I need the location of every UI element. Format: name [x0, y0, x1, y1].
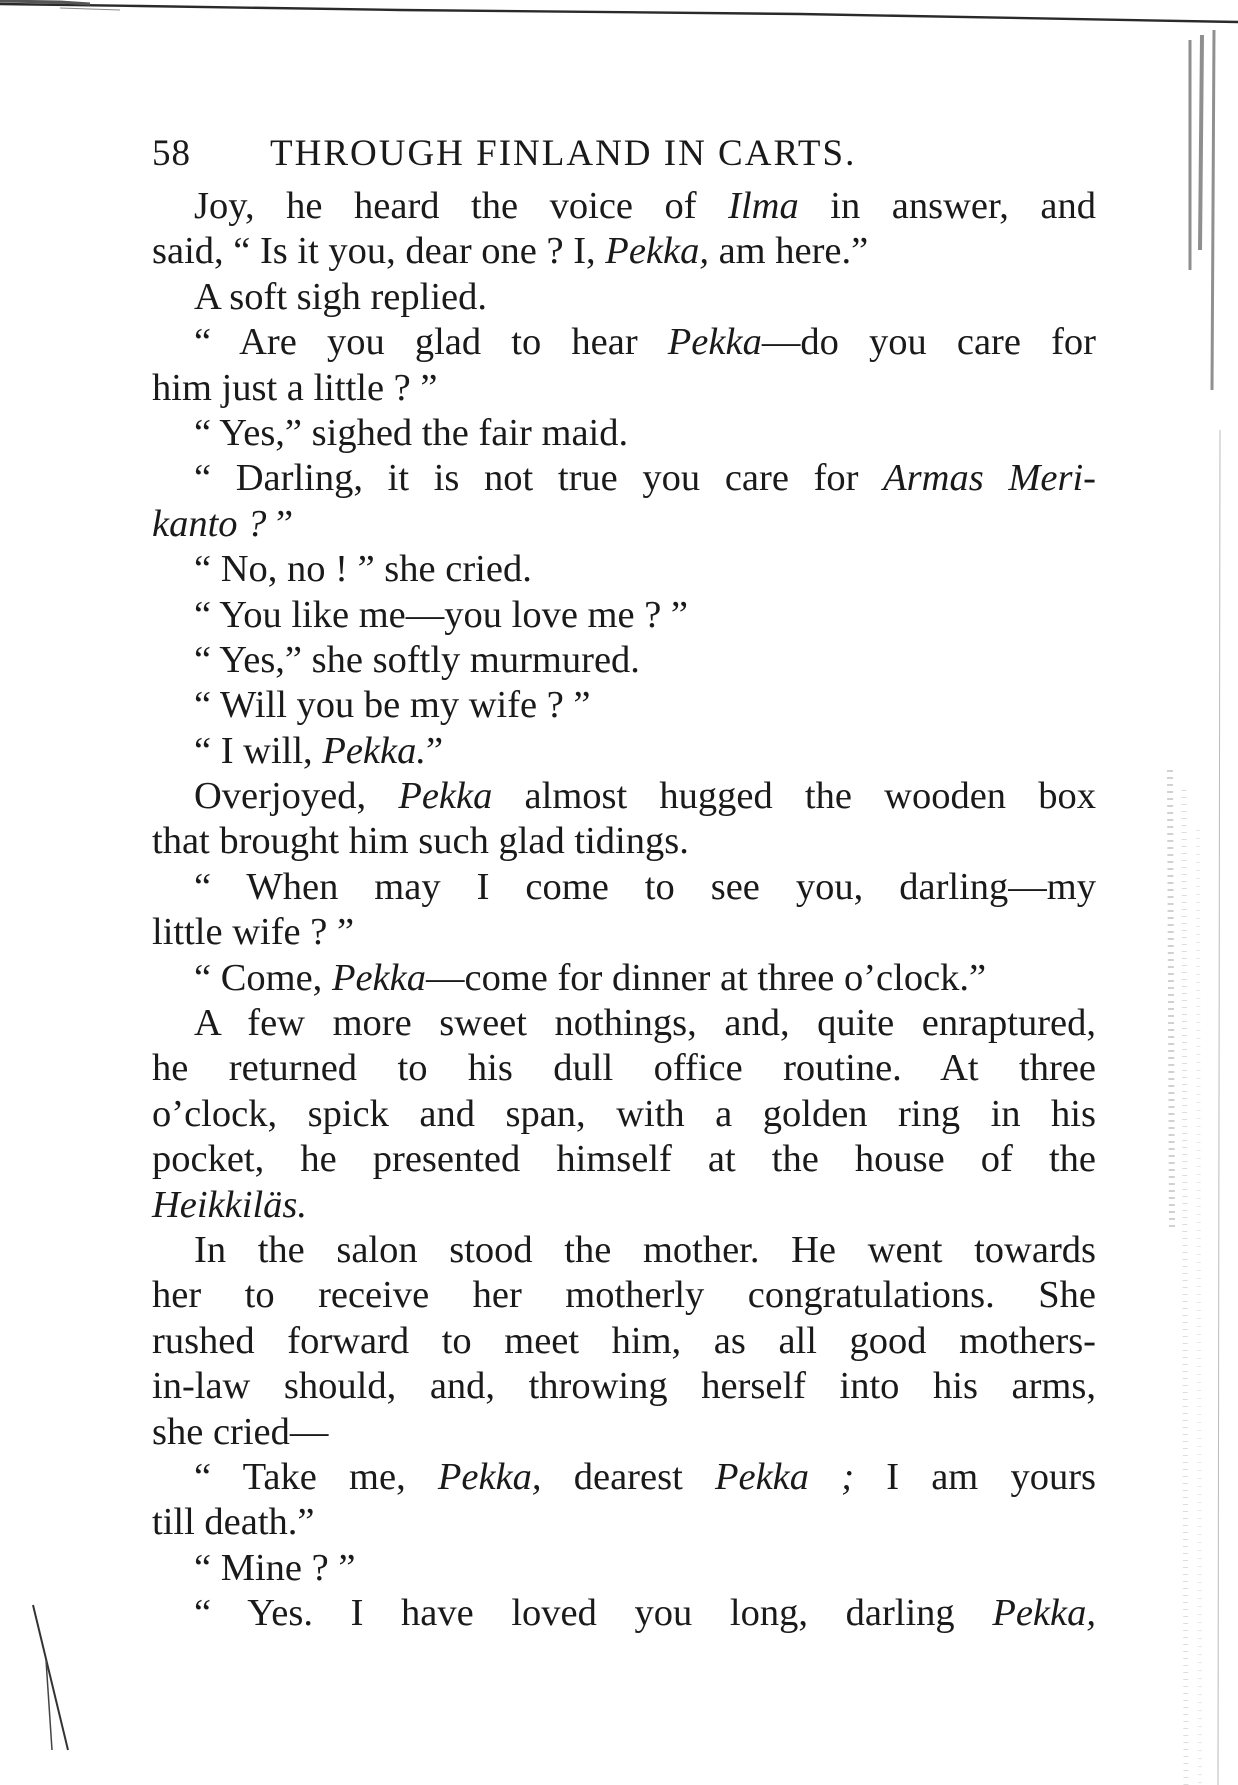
text-segment: “ I will, — [194, 729, 323, 772]
text-line — [152, 547, 1096, 592]
text-line — [152, 956, 1096, 1001]
text-line — [152, 456, 1096, 501]
text-segment: in-law should, and, throwing herself into his arms, — [152, 1365, 1096, 1408]
corner-pencil-mark — [28, 1600, 88, 1785]
text-segment: am here.” — [708, 230, 869, 273]
text-line — [152, 1092, 1096, 1137]
text-segment: “ Are you glad to hear — [194, 321, 668, 364]
text-segment: almost hugged the wooden box — [492, 775, 1096, 818]
text-line — [152, 1046, 1096, 1091]
text-line — [152, 1455, 1096, 1500]
text-segment: ” — [425, 729, 444, 772]
text-segment: little wife ? ” — [152, 911, 355, 954]
text-line — [152, 1137, 1096, 1182]
page-number: 58 — [152, 133, 191, 174]
text-segment: A few more sweet nothings, and, quite enraptured, — [194, 1002, 1096, 1045]
text-line — [152, 1319, 1096, 1364]
text-segment: her to receive her motherly congratulations. She — [152, 1274, 1096, 1317]
text-segment: “ Darling, it is not true you care for — [194, 457, 884, 500]
italic-text: Ilma — [728, 185, 799, 227]
text-segment: he returned to his dull office routine. At three — [152, 1047, 1096, 1090]
text-line — [152, 593, 1096, 638]
text-segment: that brought him such glad tidings. — [152, 820, 689, 863]
text-line — [152, 1500, 1096, 1545]
binding-gutter-shadow — [1140, 30, 1238, 1785]
text-segment: In the salon stood the mother. He went towards — [194, 1228, 1096, 1271]
page-top-edge — [0, 0, 1238, 28]
text-segment: pocket, he presented himself at the house of the — [152, 1138, 1096, 1181]
text-line — [152, 1273, 1096, 1318]
text-segment: “ Yes. I have loved you long, darling — [194, 1592, 993, 1635]
body-text — [152, 184, 1096, 1637]
text-segment: rushed forward to meet him, as all good mothers- — [152, 1319, 1096, 1362]
text-line — [152, 184, 1096, 229]
text-line — [152, 1228, 1096, 1273]
italic-text: Heikkiläs. — [152, 1183, 308, 1226]
text-line — [152, 275, 1096, 320]
text-line — [152, 320, 1096, 365]
text-segment: “ Come, — [194, 956, 332, 999]
book-page — [152, 128, 1096, 1637]
text-line — [152, 229, 1096, 274]
text-segment: “ Yes,” she softly murmured. — [194, 638, 640, 681]
text-line — [152, 411, 1096, 456]
running-title: THROUGH FINLAND IN CARTS. — [270, 133, 857, 174]
running-header — [152, 128, 1096, 180]
text-segment: in answer, and — [798, 185, 1097, 227]
text-segment: “ Mine ? ” — [194, 1546, 356, 1589]
text-line — [152, 774, 1096, 819]
italic-text: Pekka. — [322, 729, 426, 772]
text-segment: him just a little ? ” — [152, 366, 438, 409]
text-segment: “ Yes,” sighed the fair maid. — [194, 411, 629, 454]
text-line — [152, 1410, 1096, 1455]
italic-text: Pekka — [398, 775, 493, 818]
text-line — [152, 1591, 1096, 1636]
italic-text: Pekka ; — [714, 1455, 855, 1498]
text-segment: I am yours — [854, 1455, 1096, 1498]
text-line — [152, 638, 1096, 683]
text-segment: dearest — [541, 1455, 715, 1498]
text-line — [152, 1183, 1096, 1228]
text-segment: o’clock, spick and span, with a golden ring in his — [152, 1092, 1096, 1135]
text-segment: till death.” — [152, 1501, 315, 1544]
italic-text: Armas Meri- — [883, 457, 1096, 500]
text-segment: Joy, he heard the voice of — [194, 185, 729, 227]
text-line — [152, 1001, 1096, 1046]
italic-text: kanto ? — [152, 502, 267, 545]
text-segment: A soft sigh replied. — [194, 275, 487, 318]
text-line — [152, 729, 1096, 774]
text-line — [152, 366, 1096, 411]
text-segment: “ Take me, — [194, 1455, 438, 1498]
text-line — [152, 819, 1096, 864]
text-segment: Overjoyed, — [194, 775, 399, 818]
italic-text: Pekka, — [605, 230, 709, 273]
text-line — [152, 683, 1096, 728]
text-line — [152, 865, 1096, 910]
italic-text: Pekka, — [437, 1455, 542, 1498]
text-segment: —come for dinner at three o’clock.” — [425, 956, 987, 999]
text-segment: “ No, no ! ” she cried. — [194, 548, 532, 591]
text-line — [152, 1546, 1096, 1591]
text-line — [152, 1364, 1096, 1409]
text-line — [152, 910, 1096, 955]
text-line — [152, 502, 1096, 547]
text-segment: “ When may I come to see you, darling—my — [194, 865, 1096, 908]
text-segment: she cried— — [152, 1410, 329, 1453]
text-segment: —do you care for — [761, 321, 1096, 364]
text-segment: ” — [266, 502, 294, 545]
text-segment: “ You like me—you love me ? ” — [194, 593, 688, 636]
italic-text: Pekka — [331, 956, 426, 999]
italic-text: Pekka — [667, 321, 762, 364]
italic-text: Pekka, — [992, 1592, 1096, 1635]
text-segment: “ Will you be my wife ? ” — [194, 684, 591, 727]
text-segment: said, “ Is it you, dear one ? I, — [152, 230, 606, 273]
